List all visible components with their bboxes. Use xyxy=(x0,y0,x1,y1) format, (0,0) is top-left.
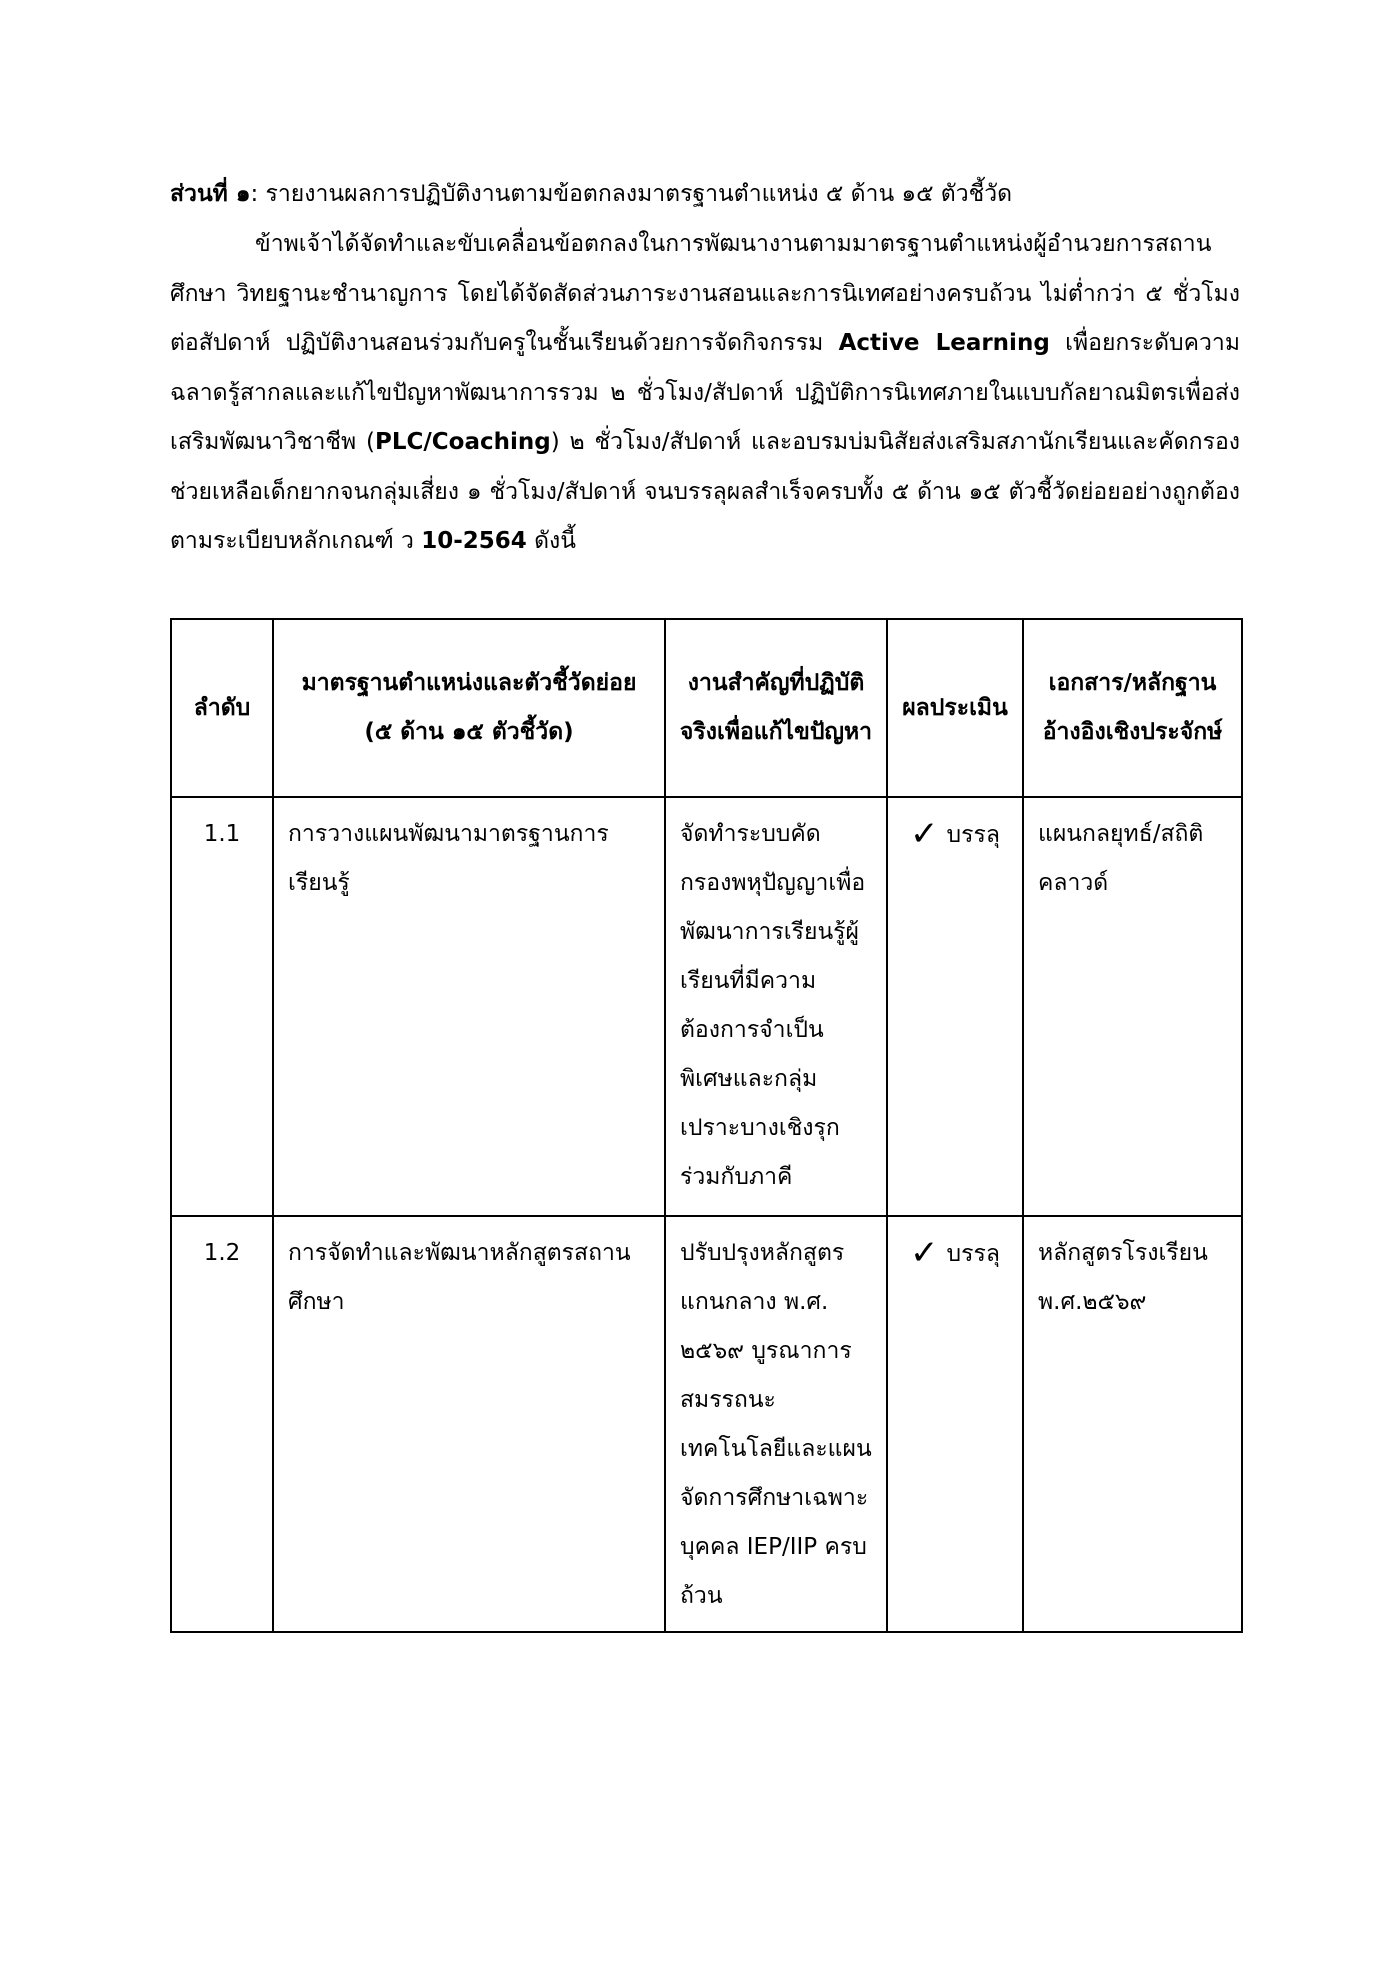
row-task: ปรับปรุงหลักสูตรแกนกลาง พ.ศ. ๒๕๖๙ บูรณาการสมรรถนะเทคโนโลยีและแผนจัดการศึกษาเฉพาะบุคคล IEP/IIP ครบถ้วน xyxy=(665,1216,887,1632)
intro-text-2: เพื่อยกระดับความฉลาดรู้สากลและแก้ไขปัญหาพัฒนาการรวม ๒ ชั่วโมง/สัปดาห์ ปฏิบัติการนิเทศภายในแบบกัลยาณมิตรเพื่อส่งเสริมพัฒนาวิชาชีพ ( xyxy=(170,330,1240,455)
intro-plc-coaching: PLC/Coaching xyxy=(375,429,551,455)
row-no: 1.2 xyxy=(171,1216,273,1632)
header-standard-line1: มาตรฐานตำแหน่งและตัวชี้วัดย่อย xyxy=(301,670,637,696)
table-row xyxy=(171,1216,1242,1632)
row-result-text: บรรลุ xyxy=(946,1241,1000,1267)
section-title: : รายงานผลการปฏิบัติงานตามข้อตกลงมาตรฐานตำแหน่ง ๕ ด้าน ๑๕ ตัวชี้วัด xyxy=(250,181,1013,207)
report-table xyxy=(170,618,1243,1633)
header-no: ลำดับ xyxy=(171,619,273,797)
intro-text-3: ) ๒ ชั่วโมง/สัปดาห์ และอบรมบ่มนิสัยส่งเสริมสภานักเรียนและคัดกรองช่วยเหลือเด็กยากจนกลุ่มเสี่ยง ๑ ชั่วโมง/สัปดาห์ จนบรรลุผลสำเร็จครบทั้ง ๕ ด้าน ๑๕ ตัวชี้วัดย่อยอย่างถูกต้องตามระเบียบหลักเกณฑ์ ว xyxy=(170,429,1240,554)
intro-regulation-number: 10-2564 xyxy=(421,528,527,554)
section-label: ส่วนที่ ๑ xyxy=(170,181,251,207)
header-result: ผลประเมิน xyxy=(887,619,1023,797)
header-standard xyxy=(273,619,665,797)
row-standard: การจัดทำและพัฒนาหลักสูตรสถานศึกษา xyxy=(273,1216,665,1632)
row-result-text: บรรลุ xyxy=(946,822,1000,848)
section-heading xyxy=(170,174,1240,214)
row-no: 1.1 xyxy=(171,797,273,1216)
row-standard: การวางแผนพัฒนามาตรฐานการเรียนรู้ xyxy=(273,797,665,1216)
intro-paragraph xyxy=(170,220,1240,567)
row-result xyxy=(887,797,1023,1216)
intro-active-learning: Active Learning xyxy=(838,330,1050,356)
row-evidence: หลักสูตรโรงเรียน พ.ศ.๒๕๖๙ xyxy=(1023,1216,1242,1632)
header-standard-line2: (๕ ด้าน ๑๕ ตัวชี้วัด) xyxy=(364,719,574,745)
header-task: งานสำคัญที่ปฏิบัติจริงเพื่อแก้ไขปัญหา xyxy=(665,619,887,797)
table-row xyxy=(171,797,1242,1216)
row-evidence: แผนกลยุทธ์/สถิติคลาวด์ xyxy=(1023,797,1242,1216)
header-evidence: เอกสาร/หลักฐานอ้างอิงเชิงประจักษ์ xyxy=(1023,619,1242,797)
intro-text-1: ข้าพเจ้าได้จัดทำและขับเคลื่อนข้อตกลงในการพัฒนางานตามมาตรฐานตำแหน่งผู้อำนวยการสถานศึกษา วิทยฐานะชำนาญการ โดยได้จัดสัดส่วนภาระงานสอนและการนิเทศอย่างครบถ้วน ไม่ต่ำกว่า ๕ ชั่วโมงต่อสัปดาห์ ปฏิบัติงานสอนร่วมกับครูในชั้นเรียนด้วยการจัดกิจกรรม xyxy=(170,231,1240,356)
checkmark-icon: ✓ xyxy=(910,814,939,854)
intro-text-4: ดังนี้ xyxy=(526,528,576,554)
checkmark-icon: ✓ xyxy=(910,1233,939,1273)
table-header-row xyxy=(171,619,1242,797)
row-result xyxy=(887,1216,1023,1632)
row-task: จัดทำระบบคัดกรองพหุปัญญาเพื่อพัฒนาการเรียนรู้ผู้เรียนที่มีความต้องการจำเป็นพิเศษและกลุ่มเปราะบางเชิงรุกร่วมกับภาคี xyxy=(665,797,887,1216)
